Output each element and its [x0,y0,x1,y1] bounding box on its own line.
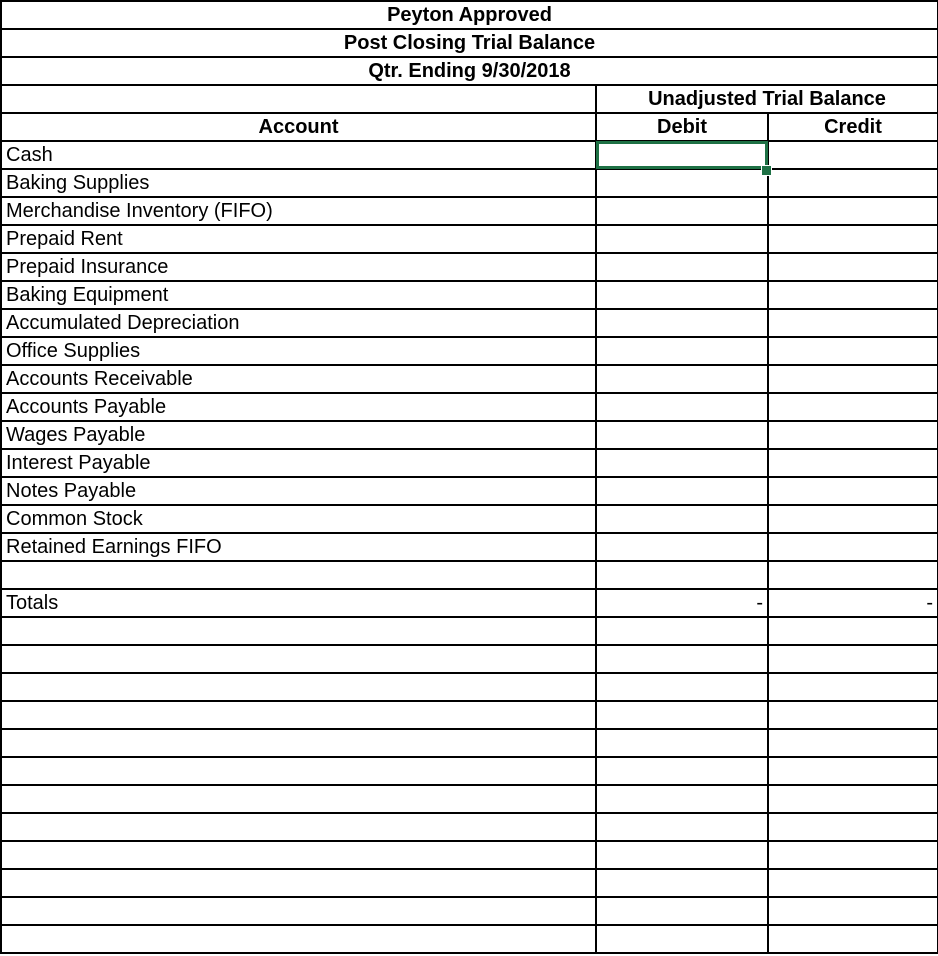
totals-label[interactable]: Totals [1,589,596,617]
empty-cell[interactable] [1,729,596,757]
empty-cell[interactable] [596,897,768,925]
account-name[interactable]: Prepaid Rent [1,225,596,253]
account-row [1,141,938,169]
account-name[interactable]: Baking Equipment [1,281,596,309]
empty-cell[interactable] [1,785,596,813]
account-row [1,169,938,197]
account-name[interactable]: Common Stock [1,505,596,533]
empty-cell[interactable] [596,757,768,785]
credit-cell[interactable] [768,225,938,253]
account-name[interactable]: Merchandise Inventory (FIFO) [1,197,596,225]
empty-row [1,813,938,841]
empty-cell[interactable] [1,701,596,729]
account-row [1,449,938,477]
account-name[interactable]: Baking Supplies [1,169,596,197]
debit-cell[interactable] [596,197,768,225]
debit-cell[interactable] [596,309,768,337]
account-row [1,253,938,281]
empty-cell[interactable] [1,869,596,897]
empty-cell[interactable] [768,617,938,645]
debit-cell-selected[interactable] [596,141,768,169]
empty-cell[interactable] [1,813,596,841]
account-row [1,337,938,365]
empty-cell[interactable] [768,785,938,813]
empty-cell[interactable] [596,617,768,645]
debit-cell[interactable] [596,393,768,421]
fill-handle[interactable] [761,165,772,176]
credit-cell[interactable] [768,197,938,225]
column-header-debit[interactable]: Debit [596,113,768,141]
debit-cell[interactable] [596,253,768,281]
credit-cell[interactable] [768,281,938,309]
account-row [1,197,938,225]
credit-cell[interactable] [768,169,938,197]
totals-row [1,589,938,617]
empty-cell[interactable] [768,841,938,869]
empty-cell[interactable] [1,645,596,673]
empty-row [1,925,938,953]
debit-cell[interactable] [596,281,768,309]
empty-cell[interactable] [596,841,768,869]
account-row [1,225,938,253]
column-header-account[interactable]: Account [1,113,596,141]
debit-cell[interactable] [596,169,768,197]
empty-row [1,897,938,925]
empty-cell[interactable] [596,673,768,701]
account-row [1,281,938,309]
empty-row [1,645,938,673]
credit-cell[interactable] [768,365,938,393]
credit-cell[interactable] [768,141,938,169]
empty-cell[interactable] [596,561,768,589]
empty-cell[interactable] [1,673,596,701]
credit-cell[interactable] [768,505,938,533]
credit-cell[interactable] [768,477,938,505]
empty-row [1,729,938,757]
debit-cell[interactable] [596,421,768,449]
account-row [1,533,938,561]
empty-row [1,869,938,897]
debit-cell[interactable] [596,477,768,505]
debit-cell[interactable] [596,449,768,477]
totals-credit[interactable]: - [768,589,938,617]
totals-debit[interactable]: - [596,589,768,617]
account-name[interactable]: Accounts Receivable [1,365,596,393]
credit-cell[interactable] [768,337,938,365]
account-row [1,309,938,337]
account-row [1,505,938,533]
empty-cell[interactable] [596,701,768,729]
empty-row [1,561,938,589]
empty-cell[interactable] [1,841,596,869]
empty-cell[interactable] [596,785,768,813]
empty-row [1,701,938,729]
title-report[interactable]: Post Closing Trial Balance [1,29,938,57]
empty-row [1,757,938,785]
account-name[interactable]: Prepaid Insurance [1,253,596,281]
credit-cell[interactable] [768,421,938,449]
empty-cell[interactable] [1,925,596,953]
debit-cell[interactable] [596,337,768,365]
credit-cell[interactable] [768,393,938,421]
account-row [1,393,938,421]
debit-cell[interactable] [596,365,768,393]
empty-cell[interactable] [596,869,768,897]
empty-row [1,673,938,701]
empty-row [1,785,938,813]
debit-cell[interactable] [596,225,768,253]
debit-cell[interactable] [596,505,768,533]
credit-cell[interactable] [768,253,938,281]
credit-cell[interactable] [768,449,938,477]
account-row [1,365,938,393]
account-name[interactable]: Notes Payable [1,477,596,505]
debit-cell[interactable] [596,533,768,561]
account-name[interactable]: Accounts Payable [1,393,596,421]
empty-cell[interactable] [1,757,596,785]
account-row [1,477,938,505]
empty-cell[interactable] [596,925,768,953]
group-header-unadjusted[interactable]: Unadjusted Trial Balance [596,85,938,113]
empty-cell[interactable] [768,813,938,841]
account-name[interactable]: Cash [1,141,596,169]
empty-cell[interactable] [768,757,938,785]
account-name[interactable]: Office Supplies [1,337,596,365]
blank-header-cell[interactable] [1,85,596,113]
empty-cell[interactable] [768,729,938,757]
empty-cell[interactable] [768,561,938,589]
credit-cell[interactable] [768,309,938,337]
empty-cell[interactable] [1,561,596,589]
empty-cell[interactable] [1,897,596,925]
empty-cell[interactable] [1,617,596,645]
empty-cell[interactable] [768,869,938,897]
column-header-credit[interactable]: Credit [768,113,938,141]
empty-cell[interactable] [596,813,768,841]
empty-cell[interactable] [768,645,938,673]
title-company[interactable]: Peyton Approved [1,1,938,29]
title-period[interactable]: Qtr. Ending 9/30/2018 [1,57,938,85]
empty-row [1,617,938,645]
account-name[interactable]: Wages Payable [1,421,596,449]
empty-cell[interactable] [768,673,938,701]
empty-cell[interactable] [596,729,768,757]
empty-cell[interactable] [768,701,938,729]
account-name[interactable]: Retained Earnings FIFO [1,533,596,561]
empty-cell[interactable] [768,897,938,925]
empty-row [1,841,938,869]
account-name[interactable]: Accumulated Depreciation [1,309,596,337]
account-name[interactable]: Interest Payable [1,449,596,477]
credit-cell[interactable] [768,533,938,561]
empty-cell[interactable] [768,925,938,953]
account-row [1,421,938,449]
empty-cell[interactable] [596,645,768,673]
